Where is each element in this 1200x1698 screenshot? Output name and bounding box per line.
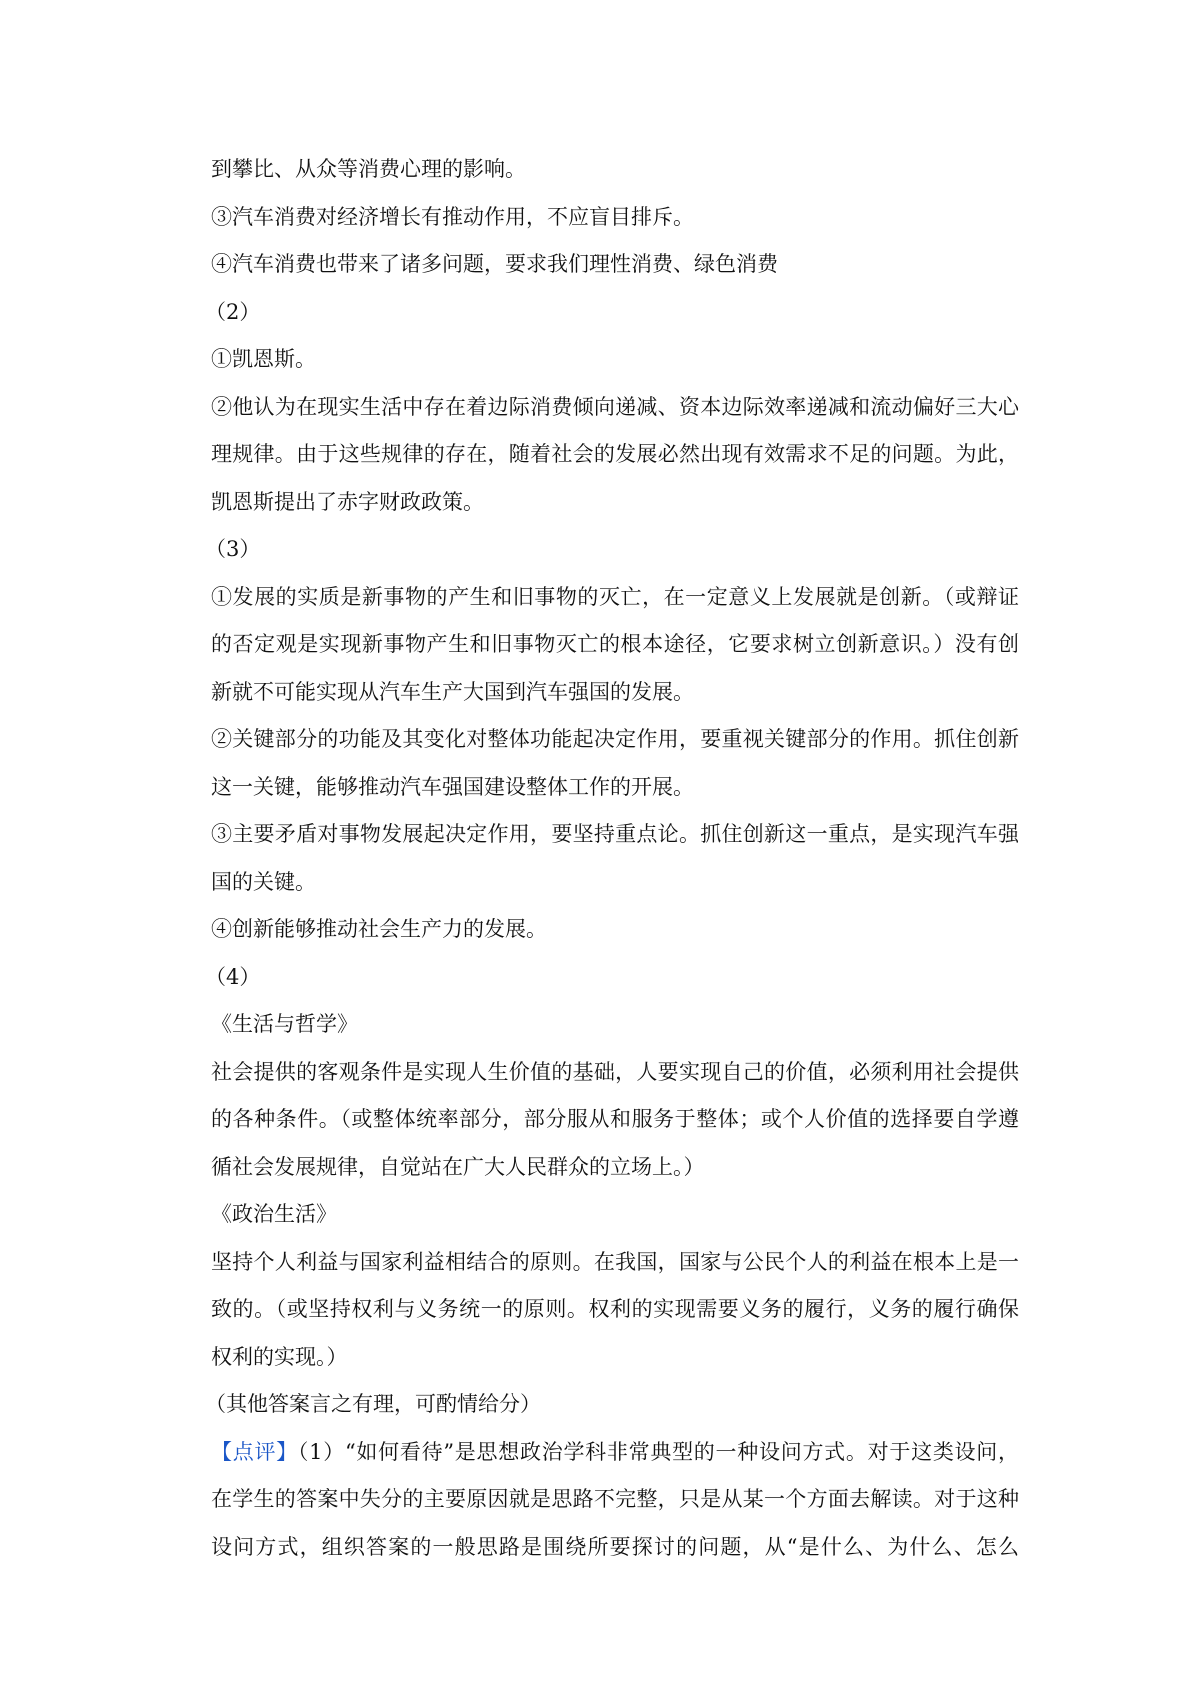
text-line: [211, 1429, 1019, 1477]
section-number: （3）: [205, 537, 261, 561]
section-number: （2）: [205, 299, 261, 324]
text-line: 的否定观是实现新事物产生和旧事物灭亡的根本途径，它要求树立创新意识。）没有创: [211, 632, 1019, 656]
text-line: ②他认为在现实生活中存在着边际消费倾向递减、资本边际效率递减和流动偏好三大心: [211, 394, 1019, 419]
text-line: 国的关键。: [211, 869, 316, 894]
paragraph: [211, 716, 1019, 811]
text-line: 社会提供的客观条件是实现人生价值的基础，人要实现自己的价值，必须利用社会提供: [211, 1059, 1019, 1084]
text-line: 致的。（或坚持权利与义务统一的原则。权利的实现需要义务的履行，义务的履行确保: [211, 1297, 1019, 1321]
text-line: 坚持个人利益与国家利益相结合的原则。在我国，国家与公民个人的利益在根本上是一: [211, 1249, 1019, 1274]
paragraph: [211, 574, 1019, 717]
subsection-title: 《生活与哲学》: [211, 1012, 358, 1036]
comment-text: （1）“如何看待”是思想政治学科非常典型的一种设问方式。对于这类设问，: [297, 1439, 1019, 1464]
text-line: 循社会发展规律，自觉站在广大人民群众的立场上。）: [211, 1154, 705, 1179]
text-line: 凯恩斯提出了赤字财政政策。: [211, 489, 484, 514]
text-line: 的各种条件。（或整体统率部分，部分服从和服务于整体；或个人价值的选择要自学遵: [211, 1107, 1019, 1131]
text-line: ①凯恩斯。: [211, 347, 316, 371]
text-line: 这一关键，能够推动汽车强国建设整体工作的开展。: [211, 774, 694, 799]
text-line: ③汽车消费对经济增长有推动作用，不应盲目排斥。: [211, 204, 694, 229]
paragraph: [211, 1049, 1019, 1192]
text-line: 设问方式，组织答案的一般思路是围绕所要探讨的问题，从“是什么、为什么、怎么: [211, 1534, 1019, 1559]
document-page: [205, 146, 1019, 1571]
text-line: ①发展的实质是新事物的产生和旧事物的灭亡，在一定意义上发展就是创新。（或辩证: [211, 584, 1019, 609]
comment-tag: 【点评】: [211, 1439, 298, 1464]
text-line: 权利的实现。）: [211, 1344, 348, 1369]
paragraph: [211, 1239, 1019, 1382]
paragraph: [211, 384, 1019, 527]
text-line: 在学生的答案中失分的主要原因就是思路不完整，只是从某一个方面去解读。对于这种: [211, 1487, 1019, 1511]
comment-paragraph: [211, 1429, 1019, 1572]
text-line: 到攀比、从众等消费心理的影响。: [211, 157, 526, 181]
text-line: 新就不可能实现从汽车生产大国到汽车强国的发展。: [211, 679, 694, 704]
text-line: （其他答案言之有理，可酌情给分）: [205, 1392, 541, 1416]
text-line: ②关键部分的功能及其变化对整体功能起决定作用，要重视关键部分的作用。抓住创新: [211, 727, 1019, 751]
text-line: ③主要矛盾对事物发展起决定作用，要坚持重点论。抓住创新这一重点，是实现汽车强: [211, 822, 1019, 846]
paragraph: [211, 811, 1019, 906]
section-number: （4）: [205, 964, 261, 989]
text-line: ④创新能够推动社会生产力的发展。: [211, 917, 547, 941]
text-line: ④汽车消费也带来了诸多问题，要求我们理性消费、绿色消费: [211, 252, 778, 276]
text-line: 理规律。由于这些规律的存在，随着社会的发展必然出现有效需求不足的问题。为此，: [211, 442, 1019, 466]
subsection-title: 《政治生活》: [211, 1202, 337, 1226]
